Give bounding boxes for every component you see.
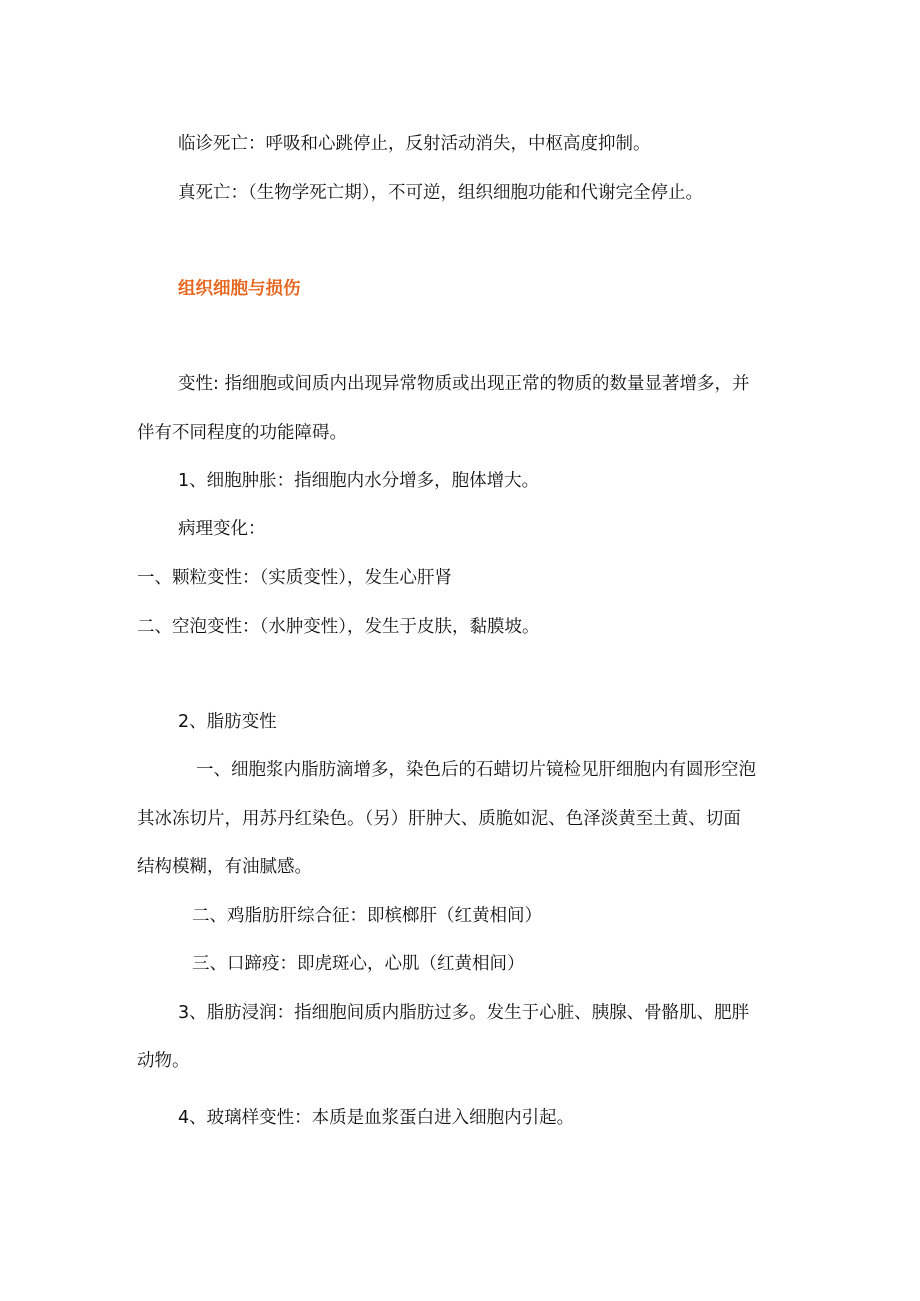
vacuolar-degeneration-item: 二、空泡变性：（水肿变性），发生于皮肤，黏膜坡。 (137, 617, 540, 637)
hyaline-degeneration-item: 4、玻璃样变性：本质是血浆蛋白进入细胞内引起。 (178, 1108, 575, 1128)
clinical-death-text: 临诊死亡：呼吸和心跳停止，反射活动消失，中枢高度抑制。 (178, 134, 651, 154)
section-heading: 组织细胞与损伤 (178, 279, 301, 299)
fatty-infiltration-line2: 动物。 (137, 1051, 190, 1071)
chicken-fatty-liver-item: 二、鸡脂肪肝综合征：即槟榔肝（红黄相间） (192, 906, 542, 926)
fatty-infiltration-line1: 3、脂肪浸润：指细胞间质内脂肪过多。发生于心脏、胰腺、骨骼肌、肥胖 (178, 1003, 750, 1023)
degeneration-definition-line2: 伴有不同程度的功能障碍。 (137, 423, 347, 443)
pathological-changes-label: 病理变化： (178, 519, 266, 539)
fatty-degeneration-item: 2、脂肪变性 (178, 712, 277, 732)
fatty-degeneration-para-line1: 一、细胞浆内脂肪滴增多，染色后的石蜡切片镜检见肝细胞内有圆形空泡 (196, 760, 756, 780)
foot-mouth-disease-item: 三、口蹄疫：即虎斑心，心肌（红黄相间） (192, 954, 525, 974)
granular-degeneration-item: 一、颗粒变性：（实质变性），发生心肝肾 (137, 568, 452, 588)
degeneration-definition-line1: 变性: 指细胞或间质内出现异常物质或出现正常的物质的数量显著增多，并 (178, 374, 750, 394)
fatty-degeneration-para-line2: 其冰冻切片，用苏丹红染色。（另）肝肿大、质脆如泥、色泽淡黄至土黄、切面 (137, 809, 741, 829)
true-death-text: 真死亡：（生物学死亡期），不可逆，组织细胞功能和代谢完全停止。 (178, 183, 703, 203)
cell-swelling-item: 1、细胞肿胀：指细胞内水分增多，胞体增大。 (178, 471, 540, 491)
fatty-degeneration-para-line3: 结构模糊，有油腻感。 (137, 857, 312, 877)
